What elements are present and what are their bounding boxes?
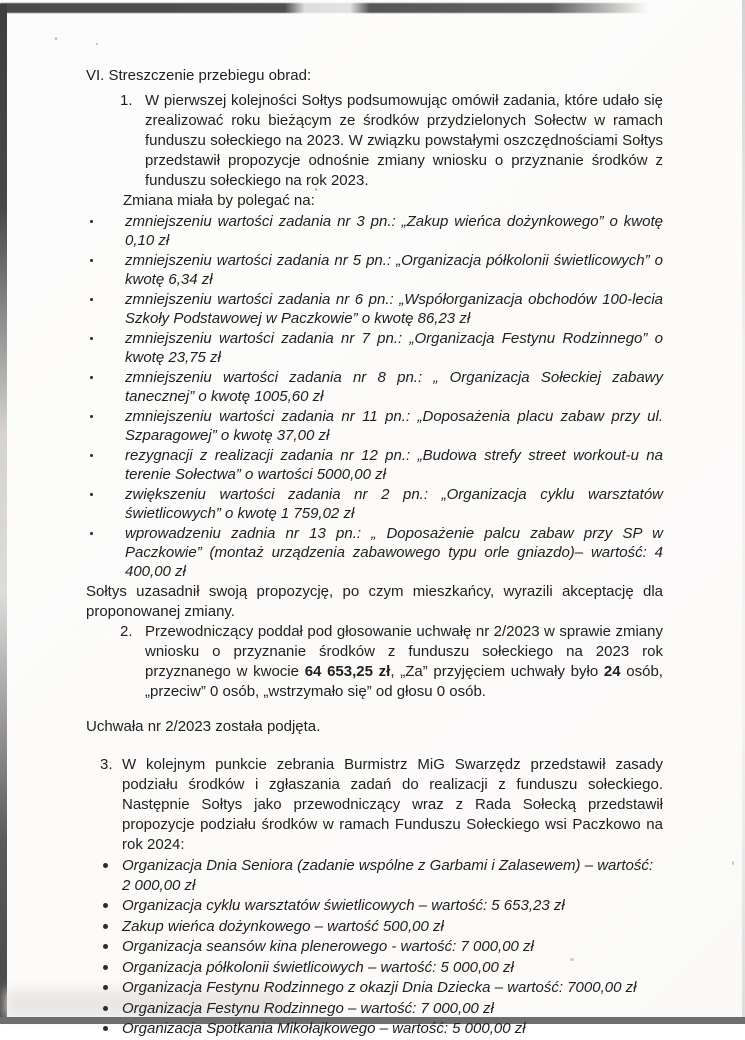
bullet-dot-icon — [103, 924, 108, 929]
list-item-text: zmniejszeniu wartości zadania nr 7 pn.: „Organizacja Festynu Rodzinnego” o kwotę 23,75 zł — [125, 330, 663, 366]
item-2-text — [145, 622, 663, 702]
item-1-text: W pierwszej kolejności Sołtys podsumowując omówił zadania, które udało się zrealizować roku bieżącym ze środków przydzielonych Sołectw w ramach funduszu sołeckiego na 2023. W związku powstałymi oszczędnościami Sołtys przedstawił propozycje odnośnie zmiany wniosku o przyznanie środków z funduszu sołeckiego na rok 2023. — [145, 92, 663, 189]
list-item-text: wprowadzeniu zadnia nr 13 pn.: „ Doposażenie palcu zabaw przy SP w Paczkowie” (montaż urządzenia zabawowego typu orle gniazdo)– wartość: 4 400,00 zł — [125, 525, 663, 580]
scan-speck — [96, 43, 98, 45]
list-item — [86, 485, 663, 523]
bullet-dot-icon — [103, 1006, 108, 1011]
list-item — [86, 1019, 663, 1039]
list-item — [86, 446, 663, 484]
list-item — [86, 958, 663, 978]
bullet-dot-icon — [90, 298, 93, 301]
bullet-dot-icon — [103, 863, 108, 868]
list-item-text: Organizacja Dnia Seniora (zadanie wspólne z Garbami i Zalasewem) – wartość: 2 000,00 zł — [122, 857, 654, 894]
list-item-text: zmniejszeniu wartości zadania nr 8 pn.: „ Organizacja Sołeckiej zabawy tanecznej” o kwotę 1005,60 zł — [125, 369, 663, 405]
votes-for-count: 24 — [603, 663, 621, 680]
scan-edge-top — [0, 3, 648, 13]
resolution-adopted-paragraph: Uchwała nr 2/2023 została podjęta. — [86, 718, 321, 735]
list-item-text: Organizacja cyklu warsztatów świetlicowych – wartość: 5 653,23 zł — [122, 897, 565, 914]
bullet-dot-icon — [103, 965, 108, 970]
list-item — [86, 999, 663, 1019]
bullet-dot-icon — [103, 944, 108, 949]
bullet-dot-icon — [103, 903, 108, 908]
list-item — [86, 896, 663, 916]
soltys-justification-paragraph: Sołtys uzasadnił swoją propozycję, po czym mieszkańcy, wyrazili akceptację dla proponowanej zmiany. — [86, 583, 663, 620]
bullet-dot-icon — [90, 376, 93, 379]
document-content — [86, 66, 663, 1040]
change-list-intro: Zmiana miała by polegać na: — [123, 192, 315, 209]
bullet-dot-icon — [90, 259, 93, 262]
bullet-dot-icon — [90, 220, 93, 223]
list-item-text: Organizacja Festynu Rodzinnego – wartość: 7 000,00 zł — [122, 999, 494, 1017]
vote-text-pre: Przewodniczący poddał pod głosowanie uchwałę nr 2/2023 w sprawie zmiany wniosku o przyznanie środków z funduszu sołeckiego na 2023 rok przyznanego w kwocie — [145, 623, 663, 680]
list-item-text: Organizacja Spotkania Mikołajkowego – wartość: 5 000,00 zł — [122, 1020, 526, 1037]
budget-2024-list — [86, 856, 663, 1039]
list-item-text: zmniejszeniu wartości zadania nr 3 pn.: „Zakup wieńca dożynkowego” o kwotę 0,10 zł — [125, 213, 663, 249]
item-number: 2. — [120, 623, 133, 640]
bullet-dot-icon — [103, 1026, 108, 1031]
item-number: 1. — [120, 92, 133, 109]
list-item — [86, 251, 663, 289]
list-item-text: zmniejszeniu wartości zadania nr 5 pn.: „Organizacja półkolonii świetlicowych” o kwotę 6,34 zł — [125, 252, 663, 288]
list-item — [86, 290, 663, 328]
list-item-text: zwiększeniu wartości zadania nr 2 pn.: „Organizacja cyklu warsztatów świetlicowych” o kwotę 1 759,02 zł — [125, 486, 663, 522]
numbered-item-2 — [86, 622, 663, 702]
bullet-dot-icon — [90, 454, 93, 457]
list-item — [86, 937, 663, 957]
list-item — [86, 917, 663, 937]
list-item-text: Organizacja seansów kina plenerowego - wartość: 7 000,00 zł — [122, 938, 534, 955]
bullet-dot-icon — [90, 337, 93, 340]
list-item-text: rezygnacji z realizacji zadania nr 12 pn.: „Budowa strefy street workout-u na terenie Sołectwa” o wartości 5000,00 zł — [125, 447, 663, 483]
item-3-text: W kolejnym punkcie zebrania Burmistrz MiG Swarzędz przedstawił zasady podziału środków i zgłaszania zadań do realizacji z funduszu sołeckiego. Następnie Sołtys jako przewodniczący wraz z Rada Sołecką przedstawił propozycje podziału środków w ramach Funduszu Sołeckiego wsi Paczkowo na rok 2024: — [122, 756, 663, 853]
list-item-text: zmniejszeniu wartości zadania nr 6 pn.: „Współorganizacja obchodów 100-lecia Szkoły Podstawowej w Paczkowie” o kwotę 86,23 zł — [125, 291, 663, 327]
list-item — [86, 524, 663, 581]
list-item — [86, 212, 663, 250]
change-list — [86, 212, 663, 581]
list-item — [86, 368, 663, 406]
list-item-text: Organizacja półkolonii świetlicowych – wartość: 5 000,00 zł — [122, 958, 514, 976]
bullet-dot-icon — [90, 532, 93, 535]
scan-speck — [55, 37, 57, 40]
list-item-text: Zakup wieńca dożynkowego – wartość 500,00 zł — [122, 917, 444, 935]
scan-edge-left — [0, 4, 7, 1024]
list-item-text: zmniejszeniu wartości zadania nr 11 pn.: „Doposażenia placu zabaw przy ul. Szparagowej” o kwotę 37,00 zł — [125, 408, 663, 444]
bullet-dot-icon — [90, 415, 93, 418]
granted-amount: 64 653,25 zł — [304, 663, 391, 680]
vote-text-mid: , „Za” przyjęciem uchwały było — [390, 663, 604, 680]
bullet-dot-icon — [103, 985, 108, 990]
list-item-text: Organizacja Festynu Rodzinnego z okazji Dnia Dziecka – wartość: 7000,00 zł — [122, 979, 637, 996]
section-heading: VI. Streszczenie przebiegu obrad: — [86, 67, 312, 84]
list-item — [86, 978, 663, 998]
list-item — [86, 329, 663, 367]
scan-speck — [732, 861, 734, 865]
list-item — [86, 407, 663, 445]
numbered-item-1 — [86, 91, 663, 191]
vote-text-post: osób, „przeciw” 0 osób, „wstrzymało się” od głosu 0 osób. — [145, 663, 663, 700]
list-item — [86, 856, 663, 895]
numbered-item-3 — [86, 755, 663, 855]
item-number: 3. — [100, 756, 113, 773]
bullet-dot-icon — [90, 493, 93, 496]
